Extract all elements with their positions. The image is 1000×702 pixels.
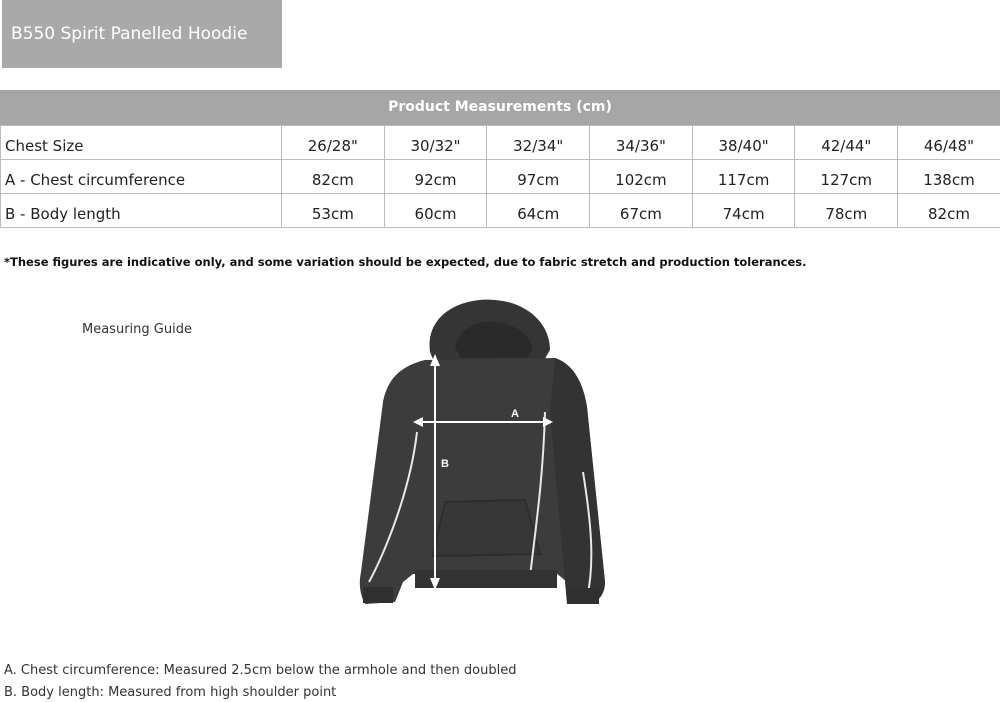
hoodie-illustration [355, 292, 615, 632]
table-cell: 74cm [692, 194, 795, 228]
footnote-chest: A. Chest circumference: Measured 2.5cm below the armhole and then doubled [4, 663, 517, 678]
table-cell: 138cm [898, 160, 1000, 194]
table-cell: 32/34" [487, 126, 590, 160]
table-cell: 38/40" [692, 126, 795, 160]
table-cell: 127cm [795, 160, 898, 194]
table-cell: 97cm [487, 160, 590, 194]
disclaimer-note: *These figures are indicative only, and some variation should be expected, due to fabric stretch and production tolerances. [4, 255, 807, 269]
product-title: B550 Spirit Panelled Hoodie [2, 0, 282, 68]
table-cell: 46/48" [898, 126, 1000, 160]
table-cell: 102cm [590, 160, 693, 194]
row-label: B - Body length [1, 194, 282, 228]
table-cell: 30/32" [384, 126, 487, 160]
table-cell: 64cm [487, 194, 590, 228]
table-cell: 92cm [384, 160, 487, 194]
measurements-table [0, 90, 1000, 228]
table-cell: 42/44" [795, 126, 898, 160]
table-row [1, 126, 1000, 160]
marker-b: B [441, 458, 449, 470]
table-cell: 82cm [282, 160, 385, 194]
footnote-length: B. Body length: Measured from high shoulder point [4, 685, 337, 700]
table-cell: 26/28" [282, 126, 385, 160]
table-cell: 34/36" [590, 126, 693, 160]
table-cell: 60cm [384, 194, 487, 228]
table-cell: 78cm [795, 194, 898, 228]
table-row [1, 160, 1000, 194]
marker-a: A [511, 408, 519, 420]
table-header: Product Measurements (cm) [0, 90, 1000, 125]
table-cell: 82cm [898, 194, 1000, 228]
table-row [1, 194, 1000, 228]
row-label: Chest Size [1, 126, 282, 160]
measuring-guide-label: Measuring Guide [82, 322, 192, 337]
table-cell: 117cm [692, 160, 795, 194]
table-cell: 67cm [590, 194, 693, 228]
table-cell: 53cm [282, 194, 385, 228]
row-label: A - Chest circumference [1, 160, 282, 194]
